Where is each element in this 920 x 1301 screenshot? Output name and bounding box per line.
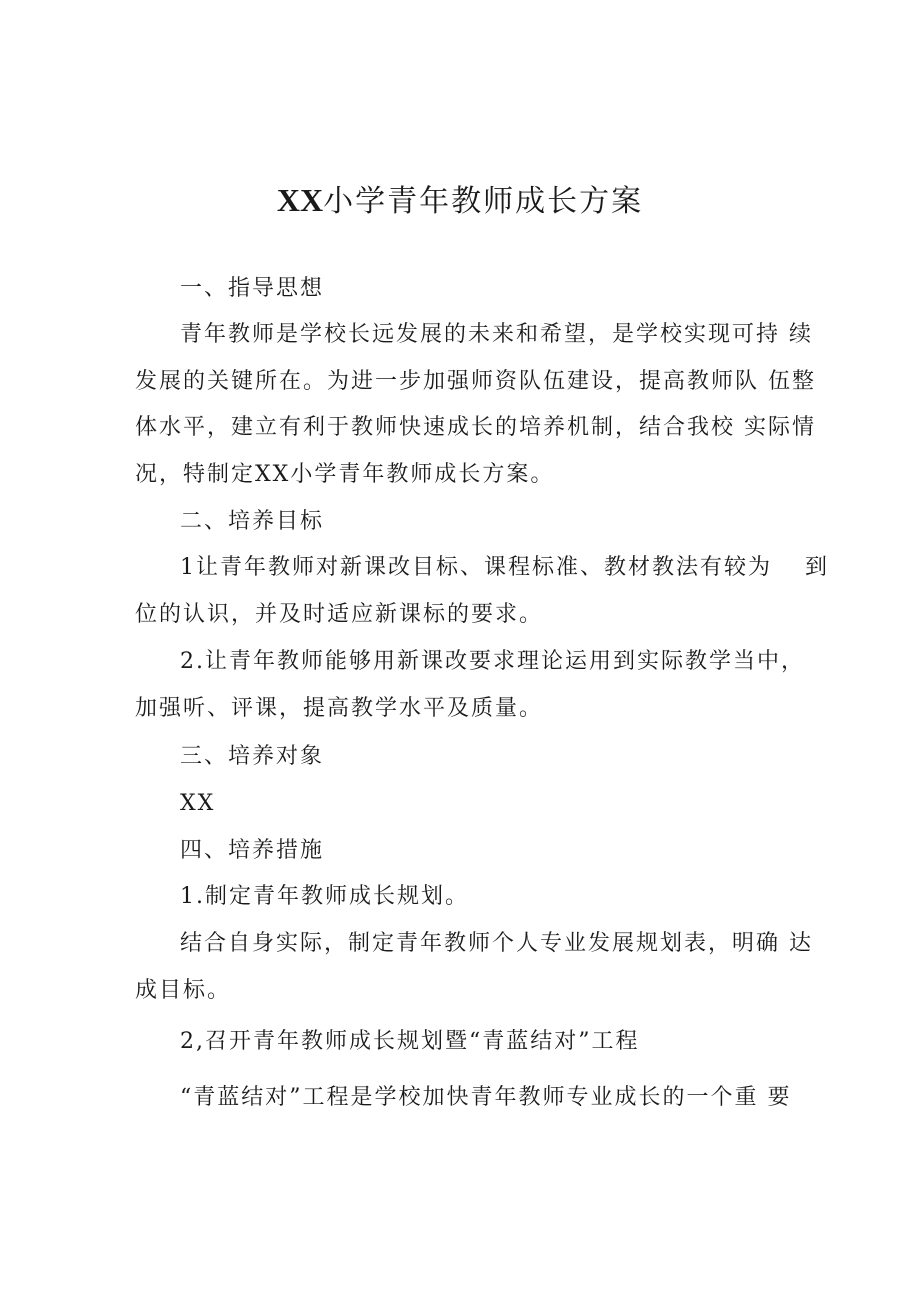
paragraph-line: 加强听、评课，提高教学水平及质量。 (135, 696, 544, 721)
paragraph-line: 青年教师是学校长远发展的未来和希望，是学校实现可持 续 (180, 322, 813, 347)
section-heading-guiding-thought: 一、指导思想 (180, 276, 325, 301)
paragraph-line: 发展的关键所在。为进一步加强师资队伍建设，提高教师队 伍整 (135, 369, 816, 394)
paragraph-line: 2.让青年教师能够用新课改要求理论运用到实际教学当中， (180, 649, 805, 674)
title-text: 小学青年教师成长方案 (323, 184, 644, 219)
paragraph-line: 位的认识，并及时适应新课标的要求。 (135, 602, 544, 627)
paragraph-line: 况，特制定XX小学青年教师成长方案。 (135, 462, 555, 487)
section-heading-training-measures: 四、培养措施 (180, 838, 325, 863)
paragraph-line: “青蓝结对”工程是学校加快青年教师专业成长的一个重 要 (180, 1085, 792, 1110)
paragraph-line: 2,召开青年教师成长规划暨“青蓝结对”工程 (180, 1029, 640, 1054)
title-prefix: XX (276, 182, 324, 218)
paragraph-line: XX (180, 791, 216, 816)
document-title (0, 176, 920, 220)
paragraph-line: 体水平，建立有利于教师快速成长的培养机制，结合我校 实际情 (135, 415, 816, 440)
section-heading-training-targets: 三、培养对象 (180, 744, 325, 769)
paragraph-line: 结合自身实际，制定青年教师个人专业发展规划表，明确 达 (180, 931, 813, 956)
paragraph-line: 1.制定青年教师成长规划。 (180, 884, 469, 909)
paragraph-line: 1让青年教师对新课改目标、课程标准、教材教法有较为 到 (180, 555, 829, 580)
paragraph-line: 成目标。 (135, 978, 232, 1003)
section-heading-training-goals: 二、培养目标 (180, 509, 325, 534)
